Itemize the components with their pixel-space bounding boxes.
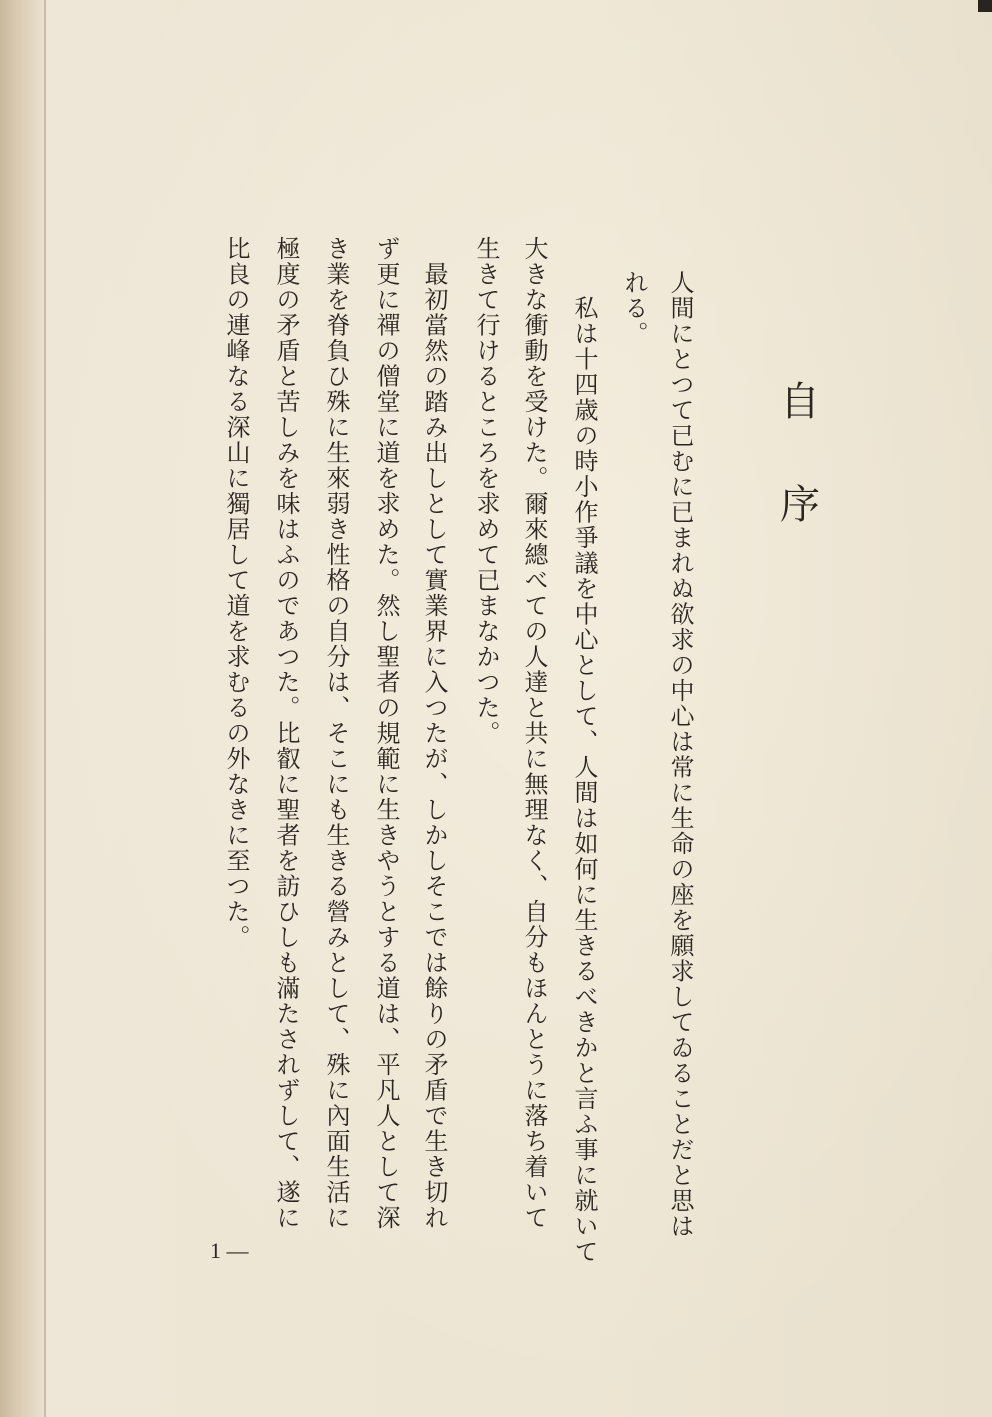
text-column-4: 大きな衝動を受けた。爾來總べての人達と共に無理なく、自分もほんとうに落ち着いて	[520, 236, 548, 1231]
text-column-2: れる。	[620, 270, 648, 347]
corner-mark	[978, 0, 992, 12]
page-number: 1 —	[210, 1238, 249, 1263]
title-char-2: 序	[780, 482, 820, 528]
text-column-3: 私は十四歳の時小作爭議を中心として、人間は如何に生きるべきかと言ふ事に就いて	[570, 270, 598, 1265]
title-char-1: 自	[780, 379, 820, 425]
text-column-8: き業を脊負ひ殊に生來弱き性格の自分は、そこにも生きる營みとして、殊に內面生活に	[322, 236, 350, 1231]
gutter-line	[44, 0, 46, 1417]
text-column-7: ず更に禪の僧堂に道を求めた。然し聖者の規範に生きやうとする道は、平凡人として深	[372, 236, 400, 1231]
text-column-1: 人間にとつて已むに已まれぬ欲求の中心は常に生命の座を願求してゐることだと思は	[666, 270, 694, 1239]
book-spine-shadow	[0, 0, 48, 1417]
text-column-10: 比良の連峰なる深山に獨居して道を求むるの外なきに至つた。	[222, 236, 250, 950]
text-column-5: 生きて行けるところを求めて已まなかつた。	[472, 236, 500, 746]
text-column-9: 極度の矛盾と苦しみを味はふのであつた。比叡に聖者を訪ひしも滿たされずして、遂に	[272, 236, 300, 1231]
text-column-6: 最初當然の踏み出しとして實業界に入つたが、しかしそこでは餘りの矛盾で生き切れ	[420, 236, 448, 1231]
